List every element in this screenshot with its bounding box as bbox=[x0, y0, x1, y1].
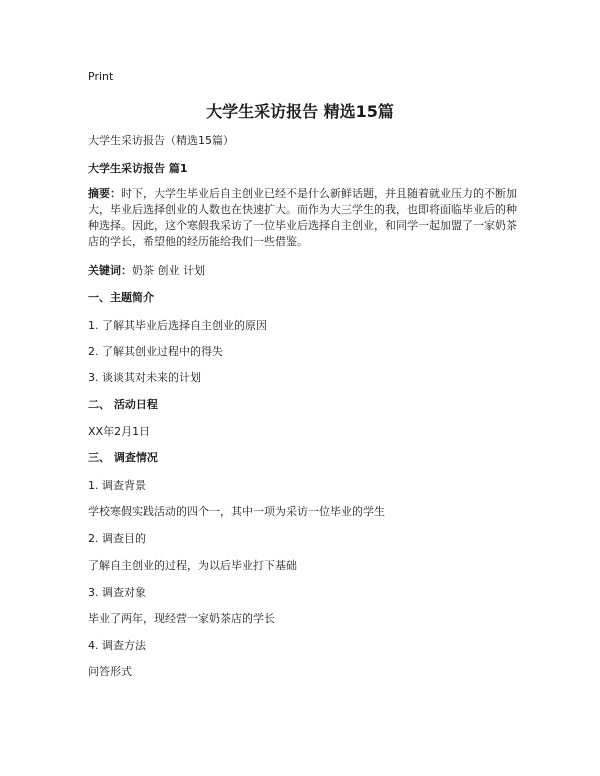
keywords-text: 奶茶 创业 计划 bbox=[132, 264, 205, 277]
survey-4-text: 问答形式 bbox=[88, 665, 132, 678]
intro-item-1: 1. 了解其毕业后选择自主创业的原因 bbox=[88, 319, 267, 332]
heading-schedule: 二、 活动日程 bbox=[88, 398, 158, 411]
survey-1-title: 1. 调查背景 bbox=[88, 479, 146, 492]
survey-4-title: 4. 调查方法 bbox=[88, 639, 146, 652]
abstract-label: 摘要： bbox=[88, 187, 121, 200]
page-title: 大学生采访报告 精选15篇 bbox=[206, 102, 394, 121]
heading-intro: 一、主题简介 bbox=[88, 291, 154, 304]
print-link[interactable]: Print bbox=[88, 70, 114, 83]
survey-3-title: 3. 调查对象 bbox=[88, 586, 146, 599]
heading-survey: 三、 调查情况 bbox=[88, 451, 158, 464]
keywords-line bbox=[88, 263, 518, 278]
intro-item-2: 2. 了解其创业过程中的得失 bbox=[88, 345, 223, 358]
abstract-paragraph bbox=[88, 186, 518, 250]
schedule-date: XX年2月1日 bbox=[88, 425, 151, 438]
doc-subtitle: 大学生采访报告（精选15篇） bbox=[88, 134, 234, 147]
intro-item-3: 3. 谈谈其对未来的计划 bbox=[88, 371, 201, 384]
survey-3-text: 毕业了两年，现经营一家奶茶店的学长 bbox=[88, 612, 275, 625]
abstract-text: 时下，大学生毕业后自主创业已经不是什么新鲜话题，并且随着就业压力的不断加大，毕业后选择创业的人数也在快速扩大。而作为大三学生的我，也即将面临毕业后的种种选择。因此，这个寒假我采访了一位毕业后选择自主创业，和同学一起加盟了一家奶茶店的学长，希望他的经历能给我们一些借鉴。 bbox=[88, 187, 517, 248]
section-title: 大学生采访报告 篇1 bbox=[88, 162, 188, 175]
survey-2-title: 2. 调查目的 bbox=[88, 532, 146, 545]
keywords-label: 关键词： bbox=[88, 264, 132, 277]
survey-2-text: 了解自主创业的过程，为以后毕业打下基础 bbox=[88, 559, 297, 572]
survey-1-text: 学校寒假实践活动的四个一，其中一项为采访一位毕业的学生 bbox=[88, 505, 385, 518]
